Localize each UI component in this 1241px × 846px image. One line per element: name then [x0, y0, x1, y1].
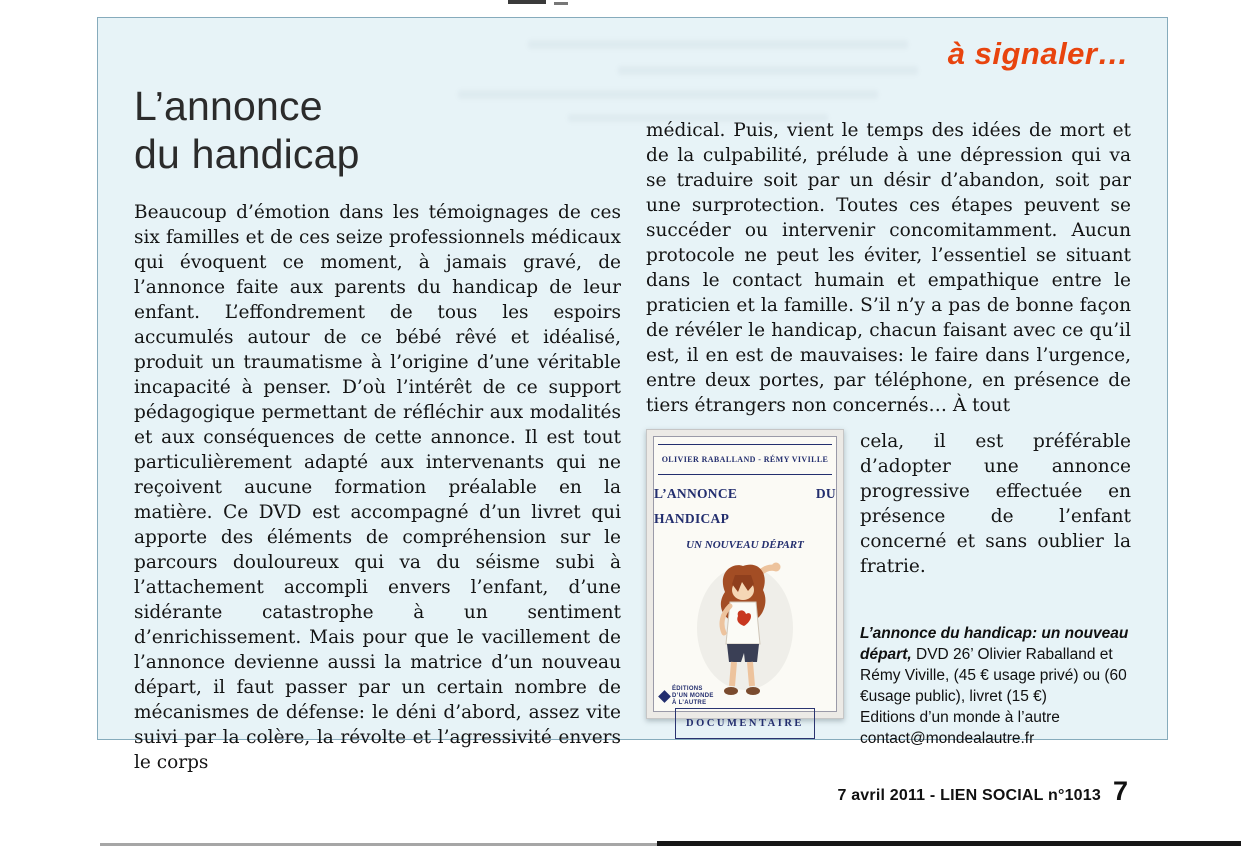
print-bleedthrough	[618, 66, 918, 75]
section-label: à signaler…	[947, 36, 1129, 71]
body-column-right	[646, 118, 1131, 749]
scan-artifact-top-small	[554, 2, 568, 5]
print-bleedthrough	[458, 90, 878, 99]
footer-issue: 7 avril 2011 - LIEN SOCIAL n°1013	[837, 787, 1101, 804]
page-footer	[837, 776, 1128, 807]
scan-artifact-bottom-dark	[657, 841, 1241, 846]
dvd-cover	[653, 436, 837, 729]
right-column-wrap-paragraph: cela, il est préférable d’adopter une annonce progressive effectuée en présence de l’enfant concerné et sans oublier la fratrie.	[860, 431, 1131, 577]
caption-lead: L’annonce du handicap: un nouveau départ,	[860, 625, 1129, 663]
dvd-cover-photo	[646, 429, 844, 729]
media-side-column	[860, 429, 1131, 749]
dvd-subtitle: UN NOUVEAU DÉPART	[686, 539, 804, 551]
article-title-line2: du handicap	[134, 131, 360, 177]
dvd-title: L’ANNONCE DU HANDICAP	[654, 486, 836, 526]
media-row	[646, 429, 1131, 749]
publisher-logo-text	[672, 686, 714, 707]
publisher-logo-icon	[658, 690, 671, 703]
article-title-line1: L’annonce	[134, 83, 323, 129]
body-column-left	[134, 200, 621, 775]
caption-main	[860, 623, 1131, 707]
left-column-paragraph: Beaucoup d’émotion dans les témoignages de ces six familles et de ces seize professionnels médicaux qui évoquent ce moment, à jamais gravé, de l’annonce faite aux parents du handicap de leur enfant. L’effondrement de tous les espoirs accumulés autour de ce bébé rêvé et idéalisé, produit un traumatisme à l’origine d’une véritable incapacité à penser. D’où l’intérêt de ce support pédagogique permettant de réfléchir aux modalités et aux conséquences de cette annonce. Il est tout particulièrement adapté aux intervenants qui ne reçoivent aucune formation préalable en la matière. Ce DVD est accompagné d’un livret qui apporte des éléments de compréhension sur le parcours douloureux qui va du séisme subi à l’attachement accompli envers l’enfant, d’une sidérante catastrophe à un sentiment d’enrichissement. Mais pour que le vacillement de l’annonce devienne aussi la matrice d’un nouveau départ, il faut passer par un certain nombre de mécanismes de défense: le déni d’abord, assez vite suivi par la colère, la révolte et l’agressivité envers le corps	[134, 202, 621, 773]
publisher-line2: D’UN MONDE	[672, 693, 714, 699]
scan-artifact-top	[508, 0, 546, 4]
publisher-line3: À L’AUTRE	[672, 700, 707, 706]
caption-publisher: Editions d’un monde à l’autre	[860, 709, 1060, 726]
print-bleedthrough	[528, 40, 908, 49]
footer-page-number: 7	[1112, 776, 1128, 806]
caption-contact: contact@mondealautre.fr	[860, 730, 1035, 747]
publisher-line1: ÉDITIONS	[672, 686, 703, 692]
caption-body: DVD 26’ Olivier Raballand et Rémy Viville, (45 € usage privé) ou (60 €usage public), livret (15 €)	[860, 646, 1127, 705]
dvd-publisher-logo	[660, 686, 714, 707]
dvd-authors: OLIVIER RABALLAND - RÉMY VIVILLE	[658, 444, 833, 475]
content-panel	[97, 17, 1168, 773]
dvd-caption	[860, 623, 1131, 749]
right-column-paragraph: médical. Puis, vient le temps des idées de mort et de la culpabilité, prélude à une dépression qui va se traduire soit par un désir d’abandon, soit par une surprotection. Toutes ces étapes peuvent se succéder ou intervenir concomitamment. Aucun protocole ne peut les éviter, l’essentiel se situant dans le contact humain et empathique entre le praticien et la famille. S’il n’y a pas de bonne façon de révéler le handicap, chacun faisant avec ce qu’il est, il en est de mauvaises: le faire dans l’urgence, entre deux portes, par téléphone, en présence de tiers étrangers non concernés… À tout	[646, 120, 1131, 416]
dvd-documentaire-banner: DOCUMENTAIRE	[675, 708, 815, 739]
article-title	[134, 82, 360, 178]
